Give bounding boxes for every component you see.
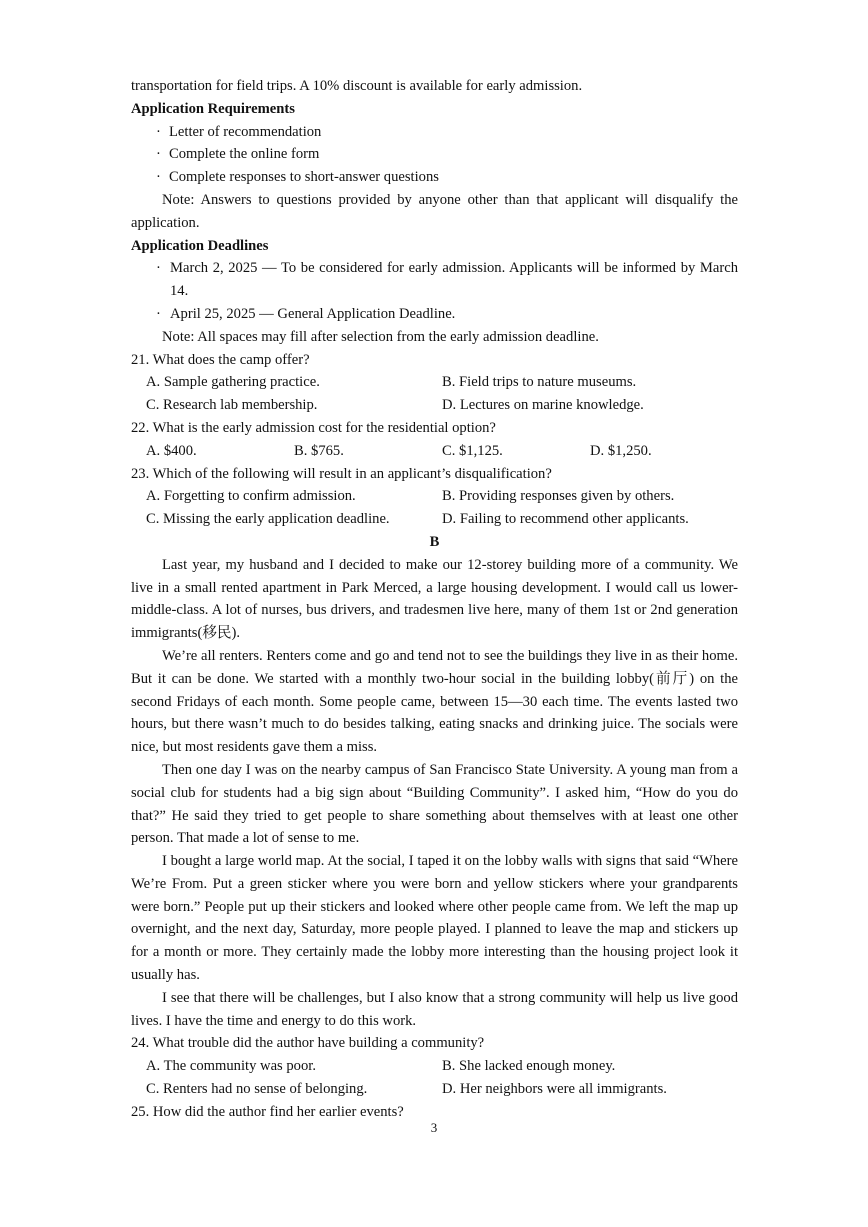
passage-paragraph: I see that there will be challenges, but I also know that a strong community will help us live good lives. I have the time and energy to do this work. (131, 989, 738, 1029)
options-row (131, 1055, 738, 1078)
passage-paragraph: I bought a large world map. At the social, I taped it on the lobby walls with signs that said “Where We’re From. Put a green sticker where you were born and yellow stickers where your grandparents were born.” People put up their stickers and looked where other people came from. We left the map up overnight, and the next day, Saturday, more people played. I planned to leave the map and stickers up for a month or more. They certainly made the lobby more interesting than the housing project look it usually has. (131, 853, 738, 984)
page-content (131, 75, 738, 1124)
option: C. $1,125. (442, 442, 503, 459)
option: D. Failing to recommend other applicants. (442, 511, 689, 528)
bullet-text: Complete the online form (169, 146, 320, 163)
page-number: 3 (430, 1120, 438, 1135)
option: C. Missing the early application deadline. (146, 511, 390, 528)
bullet-dot: · (156, 305, 161, 322)
intro-tail: transportation for field trips. A 10% discount is available for early admission. (131, 78, 583, 94)
deadline-item (131, 257, 738, 303)
option: D. Lectures on marine knowledge. (442, 397, 644, 414)
option: C. Research lab membership. (146, 397, 318, 414)
requirements-note: Note: Answers to questions provided by anyone other than that applicant will disqualify the application. (131, 191, 738, 231)
bullet-item (131, 121, 738, 144)
deadline-text: March 2, 2025 — To be considered for early admission. Applicants will be informed by March 14. (170, 260, 738, 300)
passage-paragraph: Then one day I was on the nearby campus of San Francisco State University. A young man from a social club for students had a big sign about “Building Community”. I asked him, “How do you do that?” He said they tried to get people to share something about themselves with at least one other person. That made a lot of sense to me. (131, 761, 738, 847)
option: B. $765. (294, 442, 344, 459)
question-stem: 25. How did the author find her earlier events? (131, 1103, 404, 1120)
question-stem: 22. What is the early admission cost for the residential option? (131, 419, 496, 436)
question-stem: 21. What does the camp offer? (131, 351, 310, 368)
option: A. The community was poor. (146, 1058, 316, 1075)
options-row (131, 1078, 738, 1101)
bullet-dot: · (156, 169, 161, 186)
option: B. Field trips to nature museums. (442, 374, 637, 391)
options-row (131, 508, 738, 531)
passage-paragraph: We’re all renters. Renters come and go and tend not to see the buildings they live in as their home. But it can be done. We started with a monthly two-hour social in the building lobby(前厅) on the second Fridays of each month. Some people came, between 15—30 each time. The events lasted two hours, but there wasn’t much to do besides talking, eating snacks and drinking juice. The socials were nice, but most residents gave them a miss. (131, 647, 738, 756)
bullet-dot: · (156, 146, 161, 163)
bullet-item (131, 143, 738, 166)
option: A. $400. (146, 442, 197, 459)
option: A. Forgetting to confirm admission. (146, 488, 356, 505)
options-row (131, 394, 738, 417)
question-stem: 24. What trouble did the author have building a community? (131, 1035, 485, 1052)
option: C. Renters had no sense of belonging. (146, 1081, 368, 1098)
passage-paragraph: Last year, my husband and I decided to make our 12-storey building more of a community. We live in a small rented apartment in Park Merced, a large housing development. I would call us lower-middle-class. A lot of nurses, bus drivers, and tradesmen live here, many of them 1st or 2nd generation immigrants(移民). (131, 556, 738, 642)
option: A. Sample gathering practice. (146, 374, 320, 391)
bullet-dot: · (156, 123, 161, 140)
deadlines-heading: Application Deadlines (131, 237, 269, 254)
options-row (131, 371, 738, 394)
option: D. Her neighbors were all immigrants. (442, 1081, 667, 1098)
deadline-text: April 25, 2025 — General Application Deadline. (170, 305, 456, 322)
bullet-text: Complete responses to short-answer questions (169, 169, 439, 186)
options-row (131, 440, 738, 463)
deadlines-note: Note: All spaces may fill after selection from the early admission deadline. (162, 328, 599, 345)
bullet-item (131, 166, 738, 189)
section-label: B (429, 533, 440, 550)
requirements-heading: Application Requirements (131, 100, 295, 117)
question-stem: 23. Which of the following will result in an applicant’s disqualification? (131, 465, 552, 482)
option: B. She lacked enough money. (442, 1058, 616, 1075)
option: B. Providing responses given by others. (442, 488, 675, 505)
options-row (131, 485, 738, 508)
bullet-dot: · (156, 260, 161, 277)
bullet-text: Letter of recommendation (169, 123, 322, 140)
option: D. $1,250. (590, 442, 652, 459)
deadline-item (131, 303, 738, 326)
